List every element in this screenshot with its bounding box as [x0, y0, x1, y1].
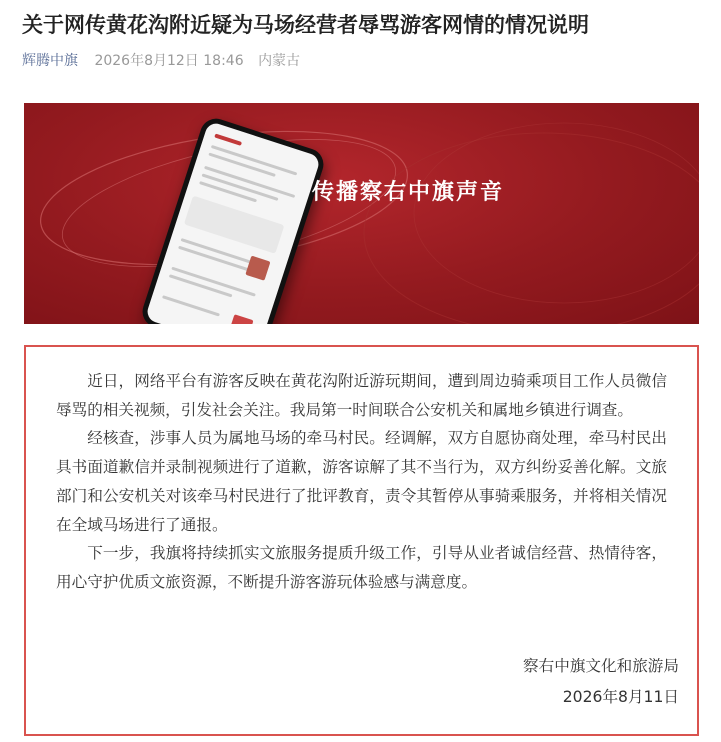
signature-date: 2026年8月11日 [562, 688, 679, 706]
banner-swirl-decoration [24, 103, 699, 324]
signature-organization: 察右中旗文化和旅游局 [523, 657, 679, 675]
article-title: 关于网传黄花沟附近疑为马场经营者辱骂游客网情的情况说明 [22, 13, 589, 37]
notice-paragraph-2: 经核查，涉事人员为属地马场的牵马村民。经调解，双方自愿协商处理，牵马村民出具书面道歉信并录制视频进行了道歉，游客谅解了其不当行为，双方纠纷妥善化解。文旅部门和公安机关对该牵马村民进行了批评教育，责令其暂停从事骑乘服务，并将相关情况在全域马场进行了通报。 [56, 429, 667, 534]
notice-paragraph-3: 下一步，我旗将持续抓实文旅服务提质升级工作，引导从业者诚信经营、热情待客，用心守护优质文旅资源，不断提升游客游玩体验感与满意度。 [56, 544, 667, 591]
notice-box [24, 345, 699, 736]
publish-date: 2026年8月12日 18:46 [94, 53, 244, 69]
publish-location: 内蒙古 [258, 53, 301, 69]
notice-paragraph-1: 近日，网络平台有游客反映在黄花沟附近游玩期间，遭到周边骑乘项目工作人员微信辱骂的相关视频，引发社会关注。我局第一时间联合公安机关和属地乡镇进行调查。 [56, 372, 667, 419]
banner-slogan: 传播察右中旗声音 [312, 179, 505, 205]
banner-image [24, 103, 699, 324]
account-name-link[interactable]: 辉腾中旗 [22, 53, 78, 69]
article-meta [22, 51, 310, 71]
